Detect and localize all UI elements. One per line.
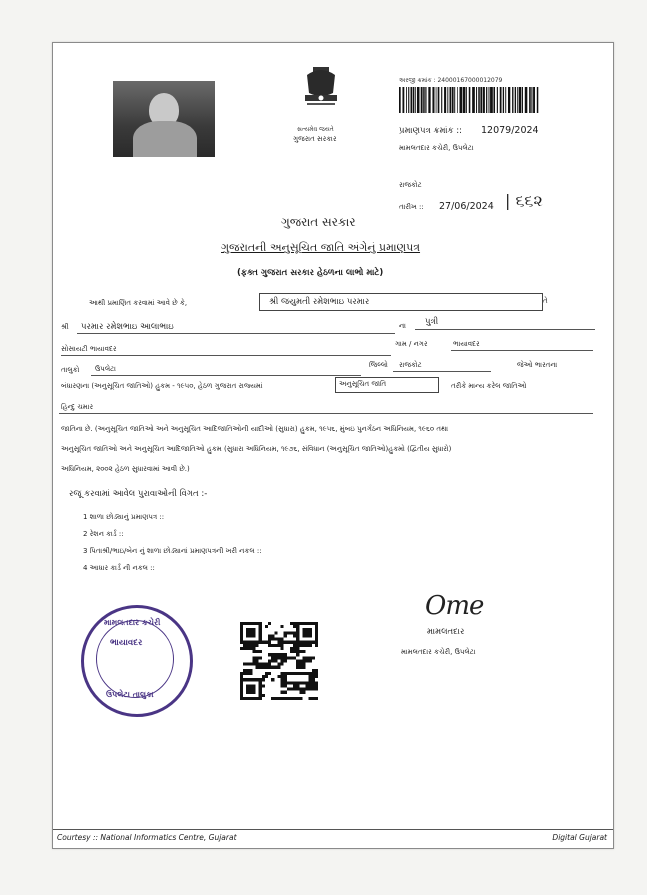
district-value: રાજકોટ: [399, 361, 422, 369]
evidence-item: 4 આધાર કાર્ડ ની નકલ ::: [83, 564, 155, 572]
certificate-no: 12079/2024: [481, 125, 539, 136]
barcode: [399, 87, 539, 113]
recognized-text: તરીકે માન્ય કરેલ જાતિઓ: [451, 382, 527, 390]
qr-code: [240, 621, 318, 701]
handwritten-ref: | ૬૬૨: [505, 191, 543, 210]
applicant-photo: [113, 81, 215, 157]
date: 27/06/2024: [439, 201, 494, 212]
te-label: તે: [543, 297, 548, 305]
father-name: પરમાર રમેશભાઇ આલાભાઇ: [81, 322, 174, 332]
village-value: ભાયાવદર: [453, 340, 480, 348]
applicant-name: શ્રી જયુમતી રમેશભાઇ પરમાર: [269, 297, 370, 307]
society-value: સોસાયટી ભાયાવદર: [61, 345, 117, 353]
taluka-label: તાલુકો: [61, 366, 80, 374]
certificate-subtitle: (ફક્ત ગુજરાત સરકાર હેઠળના લાભો માટે): [237, 268, 384, 278]
category-value: અનુસૂચિત જાતિ: [339, 380, 387, 388]
office-header: મામલતદાર કચેરી, ઉપલેટા: [399, 144, 474, 152]
paragraph-line-2: અનુસૂચિત જાતિઓ અને અનુસૂચિત આદિજાતિઓ હુકમ (સુધારા અધિનિયમ, ૧૯૭૬, સંવિધાન (અનુસૂચિત જાતિઓ)હુકમો (દ્વિતીય સુધારો): [61, 445, 452, 453]
seal-center-text: ભાયાવદર: [110, 638, 143, 648]
ashoka-emblem-icon: [293, 63, 349, 125]
evidence-item: 1 શાળા છોડ્યાનું પ્રમાણપત્ર ::: [83, 513, 165, 521]
paragraph-line-1: જાતિના છે. (અનુસૂચિત જાતિઓ અને અનુસૂચિત આદિજાતિઓની યાદીઓ (સુધારા) હુકમ, ૧૯૫૬, મુંબઇ પુનર્ગઠન અધિનિયમ, ૧૯૬૦ તથા: [61, 425, 449, 433]
seal-top-text: મામલતદાર કચેરી: [104, 618, 161, 627]
signatory-title: મામલતદાર: [427, 627, 465, 637]
handwritten-signature: Ome: [425, 591, 484, 621]
footer-brand: Digital Gujarat: [552, 833, 607, 842]
date-label: તારીખ ::: [399, 203, 424, 211]
evidence-item: 2 રેશન કાર્ડ ::: [83, 530, 124, 538]
footer-credit: Courtesy :: National Informatics Centre, Gujarat: [57, 833, 237, 842]
evidence-item: 3 પિતાશ્રી/ભાઇ/બેન નું શાળા છોડ્યાનાં પ્રમાણપત્રની ખરી નકલ ::: [83, 547, 262, 555]
caste-value: હિન્દુ ચમાર: [61, 403, 94, 411]
place: રાજકોટ: [399, 181, 422, 189]
certificate-sheet: [52, 42, 614, 849]
emblem-caption: ગુજરાત સરકાર: [293, 135, 337, 143]
father-prefix: શ્રી: [61, 323, 69, 331]
seal-bottom-text: ઉપલેટા તાલુકા: [106, 690, 154, 699]
evidence-heading: રજૂ કરવામાં આવેલ પુરાવાઓની વિગત :-: [69, 489, 208, 499]
certify-prefix: આથી પ્રમાણિત કરવામાં આવે છે કે,: [89, 299, 188, 307]
constitution-text: બંધારણના (અનુસૂચિત જાતિઓ) હુકમ - ૧૯૫૦, હેઠળ ગુજરાત રાજ્યમાં: [61, 382, 263, 390]
certificate-title: ગુજરાતની અનુસૂચિત જાતિ અંગેનું પ્રમાણપત્ર: [221, 241, 421, 254]
government-title: ગુજરાત સરકાર: [281, 215, 356, 229]
emblem-motto: સત્યમેવ જયતે: [297, 126, 334, 133]
footer: [53, 829, 613, 848]
certificate-no-label: પ્રમાણપત્ર ક્રમાંક ::: [399, 126, 462, 136]
taluka-value: ઉપલેટા: [95, 365, 116, 373]
signatory-office: મામલતદાર કચેરી, ઉપલેટા: [401, 648, 476, 656]
residing-text: જેઓ ભારતના: [517, 361, 558, 369]
na-label: ના: [399, 322, 406, 330]
application-number: અરજી ક્રમાંક : 24000167000012079: [399, 77, 503, 84]
district-label: જિલ્લો: [369, 361, 388, 369]
relation-value: પુત્રી: [425, 317, 439, 327]
paragraph-line-3: અધિનિયમ, ૨૦૦૨ હેઠળ સુધારવામાં આવી છે.): [61, 465, 190, 473]
office-seal: [81, 605, 193, 717]
village-label: ગામ / નગર: [395, 340, 428, 348]
